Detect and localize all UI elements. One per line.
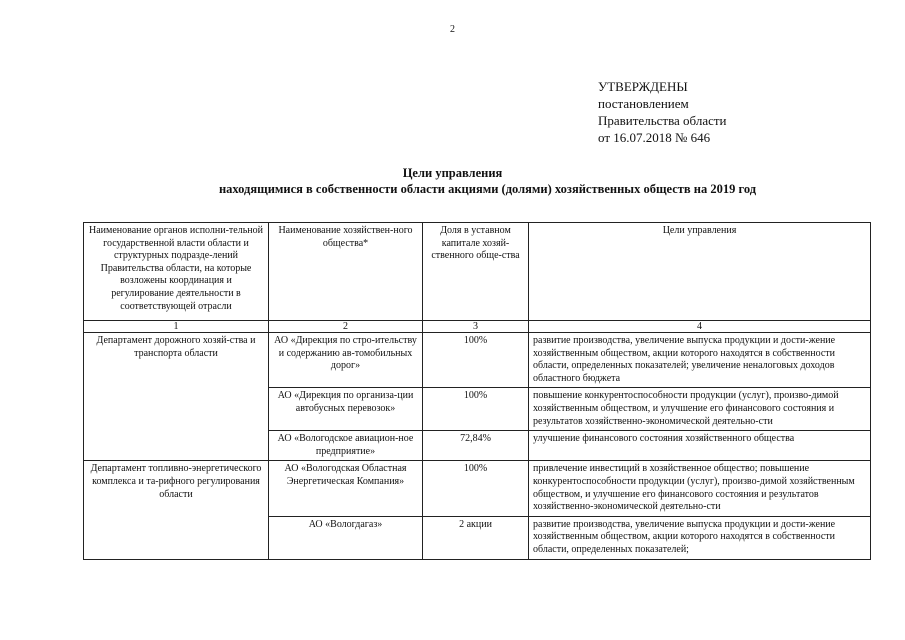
share-cell: 100% [423, 333, 529, 388]
goals-cell: повышение конкурентоспособности продукции (услуг), произво-димой хозяйственным обществом, и улучшение его финансового состояния и результатов хозяйственно-экономической деятельно-сти [529, 388, 871, 431]
table-header-row [84, 223, 871, 321]
company-cell: АО «Дирекция по организа-ции автобусных перевозок» [269, 388, 423, 431]
company-cell: АО «Вологдагаз» [269, 516, 423, 559]
approval-line-government: Правительства области [598, 113, 727, 128]
goals-cell: привлечение инвестиций в хозяйственное общество; повышение конкурентоспособности продукции (услуг), произво-димой хозяйственным обществом, и улучшение его финансового состояния и результатов хозяйственно-экономической деятельно-сти [529, 461, 871, 516]
share-cell: 2 акции [423, 516, 529, 559]
management-goals-table [83, 222, 871, 560]
company-cell: АО «Вологодское авиацион-ное предприятие» [269, 431, 423, 461]
document-title [0, 165, 905, 197]
company-cell: АО «Вологодская Областная Энергетическая Компания» [269, 461, 423, 516]
approval-stamp [598, 78, 727, 146]
column-number: 1 [84, 321, 269, 333]
table-row [84, 461, 871, 516]
header-goals: Цели управления [529, 223, 871, 321]
title-line-1: Цели управления [402, 166, 503, 180]
title-line-2: находящимися в собственности области акциями (долями) хозяйственных обществ на 2019 год [218, 182, 757, 196]
company-cell: АО «Дирекция по стро-ительству и содержанию ав-томобильных дорог» [269, 333, 423, 388]
share-cell: 100% [423, 388, 529, 431]
goals-cell: улучшение финансового состояния хозяйственного общества [529, 431, 871, 461]
table-row [84, 333, 871, 388]
department-cell: Департамент топливно-энергетического комплекса и та-рифного регулирования области [84, 461, 269, 559]
header-share: Доля в уставном капитале хозяй-ственного обще-ства [423, 223, 529, 321]
goals-cell: развитие производства, увеличение выпуска продукции и дости-жение хозяйственным обществом, акции которого находятся в собственности области, определенных показателей; [529, 516, 871, 559]
column-number: 3 [423, 321, 529, 333]
share-cell: 72,84% [423, 431, 529, 461]
approval-line-approved: УТВЕРЖДЕНЫ [598, 79, 688, 94]
page-number: 2 [450, 24, 455, 35]
approval-line-resolution: постановлением [598, 96, 689, 111]
goals-cell: развитие производства, увеличение выпуска продукции и дости-жение хозяйственным обществом, акции которого находятся в собственности области, определенных показателей; увеличение неналоговых доходов областного бюджета [529, 333, 871, 388]
department-cell: Департамент дорожного хозяй-ства и транспорта области [84, 333, 269, 461]
column-number: 2 [269, 321, 423, 333]
header-authority: Наименование органов исполни-тельной государственной власти области и структурных подразде-лений Правительства области, на которые возложены координация и регулирование деятельности в соответствующей отрасли [84, 223, 269, 321]
column-number-row [84, 321, 871, 333]
column-number: 4 [529, 321, 871, 333]
header-company: Наименование хозяйствен-ного общества* [269, 223, 423, 321]
approval-line-date: от 16.07.2018 № 646 [598, 130, 711, 145]
share-cell: 100% [423, 461, 529, 516]
